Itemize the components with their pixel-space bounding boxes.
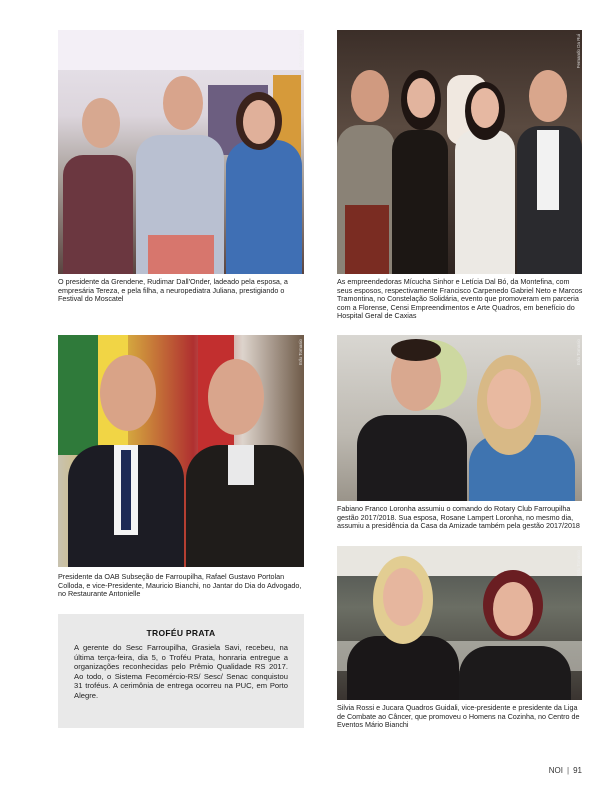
person-1-head — [351, 70, 389, 122]
box-title: TROFÉU PRATA — [146, 628, 216, 638]
person-right-shirt — [228, 445, 254, 485]
photo-grendene-family — [58, 30, 304, 274]
page-number: 91 — [573, 766, 582, 775]
photo-liga-cancer — [337, 546, 582, 700]
news-box-trofeu-prata — [58, 614, 304, 728]
photo-rotary-club — [337, 335, 582, 501]
photo-caption: Silvia Rossi e Jucara Quadros Guidali, vice-presidente e presidente da Liga de Combate ao Câncer, que promoveu o Homens na Cozinha, no Centro de Eventos Mário Bianchi — [337, 703, 580, 730]
person-2-body — [392, 130, 448, 274]
photo-caption: As empreendedoras Mícucha Sinhor e Letícia Dal Bó, da Montefina, com seus esposos, respectivamente Francisco Carpenedo Gabriel Neto e Marcos Tramontina, no Constelação Solidária, evento que promoveram em parceria com a Florense, Censi Empreendimentos e Arte Quadros, em benefício do Hospital Geral de Caxias — [337, 277, 583, 321]
person-right-head — [493, 582, 533, 636]
person-left-tie — [121, 450, 131, 530]
ceiling — [58, 30, 304, 70]
photo-credit: Edu Tomasio — [576, 339, 581, 365]
person-right-body — [459, 646, 571, 700]
person-left-head — [82, 98, 120, 148]
page-footer — [549, 766, 582, 775]
box-text: A gerente do Sesc Farroupilha, Grasiela Savi, recebeu, na última terça-feira, dia 5, o Troféu Prata, honraria entregue a organizações reconhecidas pelo Prêmio Qualidade RS 2017. Ao todo, o Sistema Fecomércio-RS/ Sesc/ Senac conquistou 31 troféus. A cerimônia de entrega ocorreu na PUC, em Porto Alegre. — [74, 643, 288, 700]
person-center-pants — [148, 235, 214, 274]
magazine-name: NOI — [548, 766, 564, 775]
flag-green — [58, 335, 98, 455]
person-1-pants — [345, 205, 389, 274]
person-4-shirt — [537, 130, 559, 210]
person-left-suit — [357, 415, 467, 501]
person-left-head — [383, 568, 423, 626]
person-2-head — [407, 78, 435, 118]
person-right-head — [487, 369, 531, 429]
photo-credit: Marcelo Caspari — [298, 34, 303, 67]
person-left-body — [347, 636, 459, 700]
person-right-head — [243, 100, 275, 144]
photo-credit: Edu Tomasio — [298, 339, 303, 365]
photo-caption: O presidente da Grendene, Rudimar Dall'Onder, ladeado pela esposa, a empresária Tereza, e pela filha, a neuropediatra Juliana, prestigiando o Festival do Moscatel — [58, 277, 288, 304]
photo-caption: Fabiano Franco Loronha assumiu o comando do Rotary Club Farroupilha gestão 2017/2018. Sua esposa, Rosane Lampert Loronha, no mesmo dia, assumiu a presidência da Casa da Amizade também pela gestão 2017/2018 — [337, 504, 580, 531]
person-left-body — [63, 155, 133, 274]
person-left-hair — [391, 339, 441, 361]
person-4-head — [529, 70, 567, 122]
person-3-body — [455, 130, 515, 274]
photo-caption: Presidente da OAB Subseção de Farroupilha, Rafael Gustavo Portolan Colloda, e vice-Presidente, Mauricio Bianchi, no Jantar do Dia do Advogado, no Restaurante Antonielle — [58, 572, 302, 599]
person-3-head — [471, 88, 499, 128]
photo-oab-farroupilha — [58, 335, 304, 567]
person-right-body — [226, 140, 302, 274]
person-right-head — [208, 359, 264, 435]
ceiling — [337, 546, 582, 576]
photo-montefina-couples — [337, 30, 582, 274]
photo-credit: Fernando Da Rui — [576, 34, 581, 69]
person-left-head — [100, 355, 156, 431]
footer-separator: | — [567, 766, 570, 775]
person-center-head — [163, 76, 203, 130]
photo-credit: Edu Tomasio — [576, 550, 581, 576]
